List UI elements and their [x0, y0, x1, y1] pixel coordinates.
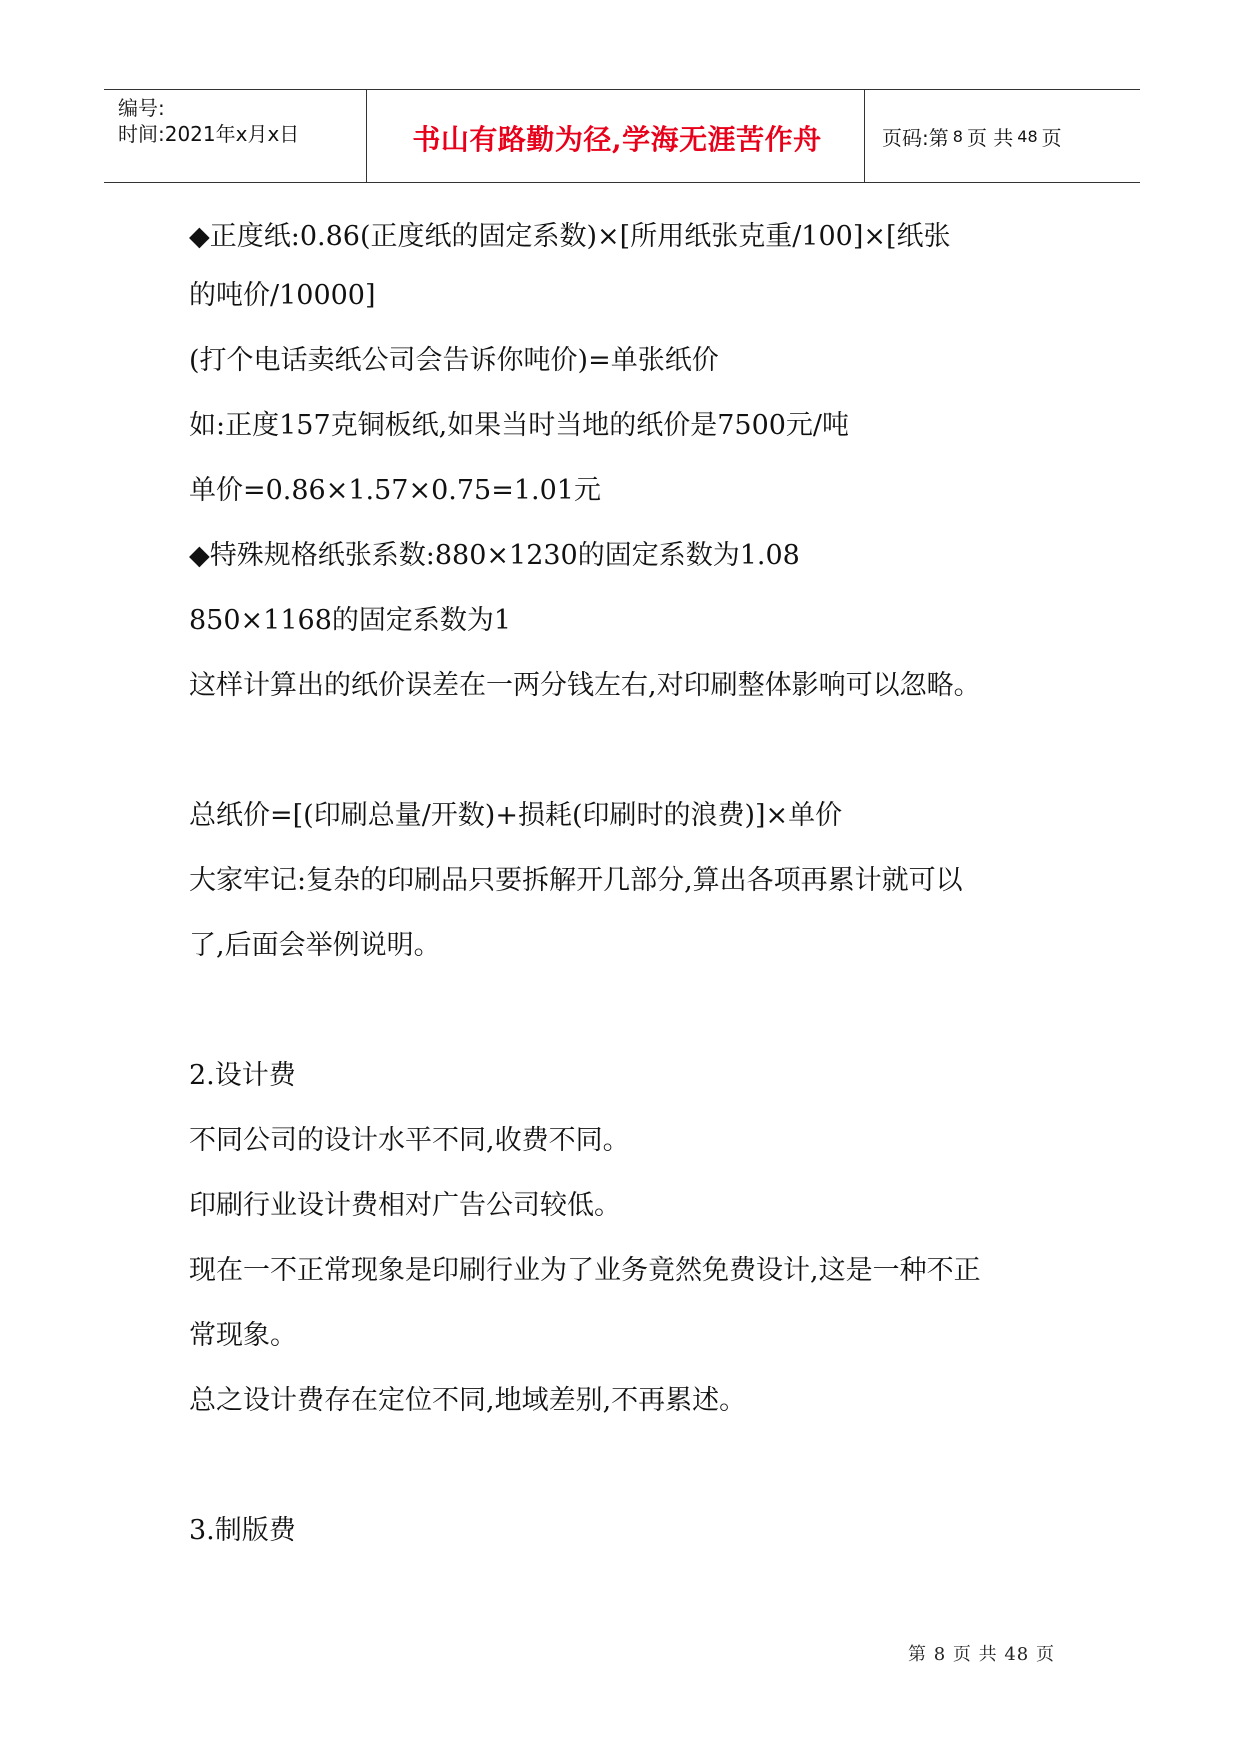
body-line: 总纸价=[(印刷总量/开数)+损耗(印刷时的浪费)]×单价: [189, 800, 843, 831]
body-line: 印刷行业设计费相对广告公司较低。: [189, 1190, 621, 1221]
page-number: 8: [952, 126, 963, 146]
header-divider-right: [864, 90, 865, 182]
body-line: 这样计算出的纸价误差在一两分钱左右,对印刷整体影响可以忽略。: [189, 670, 981, 701]
header-divider-left: [366, 90, 367, 182]
page-header: [104, 89, 1140, 183]
page-footer: 第 8 页 共 48 页: [908, 1644, 1055, 1665]
page-info-prefix: 页码:第: [882, 125, 949, 150]
page-info-suffix: 页: [1041, 125, 1062, 150]
body-line: 850×1168的固定系数为1: [189, 605, 512, 636]
serial-label: 编号:: [118, 96, 165, 120]
time-label: 时间:2021年x月x日: [118, 122, 300, 146]
body-line: 如:正度157克铜板纸,如果当时当地的纸价是7500元/吨: [189, 410, 850, 441]
page-info-mid: 页 共: [966, 125, 1014, 150]
body-line: 大家牢记:复杂的印刷品只要拆解开几部分,算出各项再累计就可以: [189, 865, 963, 896]
body-line: 不同公司的设计水平不同,收费不同。: [189, 1125, 630, 1156]
body-line: 了,后面会举例说明。: [189, 930, 441, 961]
body-line: ◆正度纸:0.86(正度纸的固定系数)×[所用纸张克重/100]×[纸张: [189, 221, 951, 252]
header-page-info: [868, 90, 1152, 182]
body-line: 现在一不正常现象是印刷行业为了业务竟然免费设计,这是一种不正: [189, 1255, 981, 1286]
body-line: 单价=0.86×1.57×0.75=1.01元: [189, 475, 601, 506]
body-line: (打个电话卖纸公司会告诉你吨价)=单张纸价: [189, 345, 719, 376]
section-heading: 2.设计费: [189, 1060, 296, 1091]
header-motto-cell: [370, 90, 864, 182]
header-meta: [118, 90, 368, 182]
body-line: 的吨价/10000]: [189, 280, 376, 311]
section-heading: 3.制版费: [189, 1515, 296, 1546]
body-line: ◆特殊规格纸张系数:880×1230的固定系数为1.08: [189, 540, 800, 571]
body-line: 总之设计费存在定位不同,地域差别,不再累述。: [189, 1385, 747, 1416]
total-pages: 48: [1017, 126, 1038, 146]
header-motto: 书山有路勤为径,学海无涯苦作舟: [412, 123, 822, 156]
body-line: 常现象。: [189, 1320, 297, 1351]
